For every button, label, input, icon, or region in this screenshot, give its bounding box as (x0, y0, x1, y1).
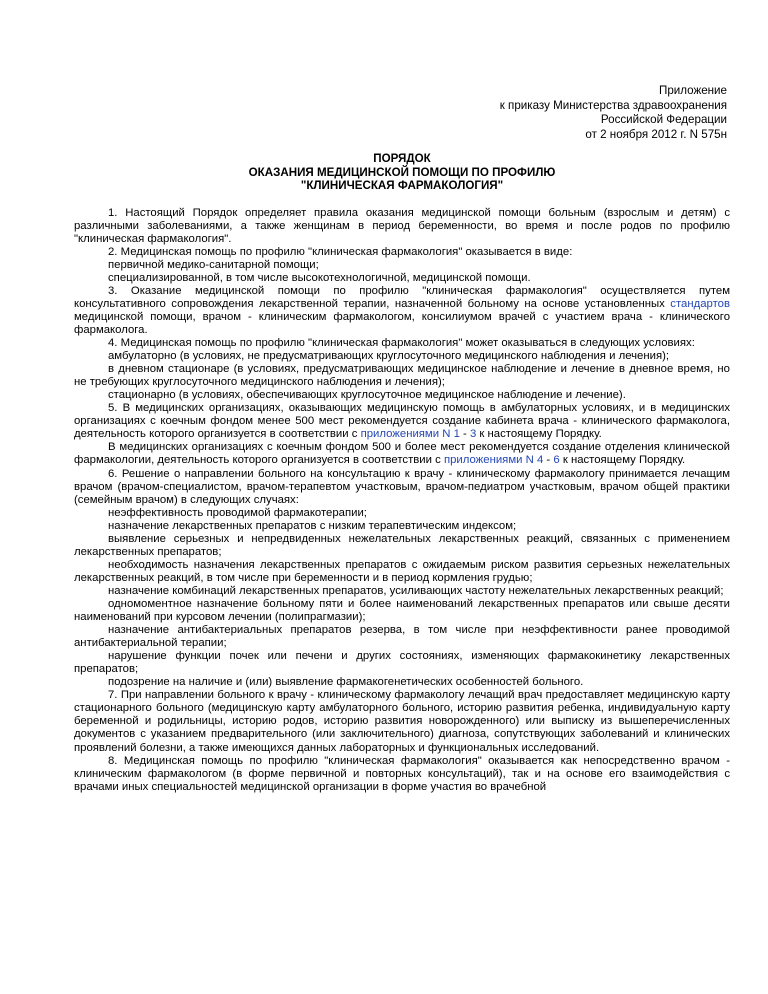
text-segment: 3. Оказание медицинской помощи по профилю "клиническая фармакология" осуществляется путем консультативного сопровождения лекарственной терапии, назначенной больному на основе установленных (74, 284, 730, 310)
appendix-3-link[interactable]: 3 (469, 428, 477, 441)
title-line-1: ПОРЯДОК (373, 152, 431, 166)
title-line-3: "КЛИНИЧЕСКАЯ ФАРМАКОЛОГИЯ" (300, 179, 504, 193)
paragraph: 6. Решение о направлении больного на консультацию к врачу - клиническому фармакологу принимается лечащим врачом (врачом-специалистом, врачом-терапевтом участковым, врачом-педиатром участковым, врачом общей практики (семейным врачом) в следующих случаях: (74, 467, 730, 506)
standards-link[interactable]: стандартов (670, 297, 730, 310)
list-item: амбулаторно (в условиях, не предусматривающих круглосуточного медицинского наблюдения и лечения); (108, 350, 670, 363)
header-line-1: Приложение (658, 84, 727, 97)
paragraph (74, 402, 730, 441)
list-item: специализированной, в том числе высокотехнологичной, медицинской помощи. (108, 271, 531, 284)
list-item: одномоментное назначение больному пяти и более наименований лекарственных препаратов или свыше десяти наименований при курсовом лечении (полипрагмазии); (74, 598, 730, 624)
appendix-6-link[interactable]: 6 (553, 454, 560, 467)
paragraph: 2. Медицинская помощь по профилю "клиническая фармакология" оказывается в виде: (108, 245, 573, 258)
appendix-header (74, 84, 730, 142)
text-segment: 5. В медицинских организациях, оказывающих медицинскую помощь в амбулаторных условиях, и в медицинских организациях с коечным фондом менее 500 мест рекомендуется создание кабинета врача - клинического фармаколога, деятельность которого организуется в соответствии с (74, 402, 730, 441)
header-line-2: к приказу Министерства здравоохранения (499, 98, 727, 112)
list-item: назначение антибактериальных препаратов резерва, в том числе при неэффективности ранее проводимой антибактериальной терапии; (74, 624, 730, 650)
document-body (74, 207, 730, 794)
title-line-2: ОКАЗАНИЯ МЕДИЦИНСКОЙ ПОМОЩИ ПО ПРОФИЛЮ (248, 165, 556, 179)
list-item: выявление серьезных и непредвиденных нежелательных лекарственных реакций, связанных с применением лекарственных препаратов; (74, 532, 730, 558)
list-item: первичной медико-санитарной помощи; (108, 258, 319, 271)
paragraph: 8. Медицинская помощь по профилю "клиническая фармакология" оказывается как непосредственно врачом - клиническим фармакологом (в форме первичной и повторных консультаций), так и на основе его взаимодействия с врачами иных специальностей медицинской организации в форме участия во врачебной (74, 754, 730, 793)
text-segment: медицинской помощи, врачом - клиническим фармакологом, консилиумом врачей с участием врача - клинического фармаколога. (74, 310, 730, 337)
text-segment: - (543, 454, 554, 467)
header-line-3: Российской Федерации (600, 113, 727, 127)
list-item: стационарно (в условиях, обеспечивающих круглосуточное медицинское наблюдение и лечение). (108, 389, 626, 402)
list-item: нарушение функции почек или печени и других состояниях, изменяющих фармакокинетику лекарственных препаратов; (74, 650, 730, 676)
list-item: назначение комбинаций лекарственных препаратов, усиливающих частоту нежелательных лекарственных реакций; (108, 584, 724, 597)
appendix-4-link[interactable]: приложениями N 4 (443, 454, 544, 467)
paragraph (74, 285, 730, 337)
text-segment: - (459, 428, 470, 441)
paragraph: 1. Настоящий Порядок определяет правила оказания медицинской помощи больным (взрослым и детям) с различными заболеваниями, а также женщинам в период беременности, во время и после родов по профилю "клиническая фармакология". (74, 206, 730, 245)
list-item: назначение лекарственных препаратов с низким терапевтическим индексом; (108, 519, 517, 532)
appendix-1-link[interactable]: приложениями N 1 (360, 428, 460, 441)
paragraph: 4. Медицинская помощь по профилю "клиническая фармакология" может оказываться в следующих условиях: (108, 337, 695, 350)
list-item: неэффективность проводимой фармакотерапии; (108, 506, 367, 519)
list-item: подозрение на наличие и (или) выявление фармакогенетических особенностей больного. (108, 676, 584, 689)
list-item: в дневном стационаре (в условиях, предусматривающих медицинское наблюдение и лечение в дневное время, но не требующих круглосуточного медицинского наблюдения и лечения); (74, 363, 730, 389)
paragraph: 7. При направлении больного к врачу - клиническому фармакологу лечащий врач предоставляет медицинскую карту стационарного больного (медицинскую карту амбулаторного больного, историю развития ребенка, индивидуальную карту беременной и родильницы, историю родов, историю развития новорожденного) или выписку из вышеперечисленных документов с указанием предварительного (или заключительного) диагноза, сопутствующих заболеваний и клинических проявлений болезни, а также имеющихся данных лабораторных и функциональных исследований. (74, 689, 730, 754)
header-line-4: от 2 ноября 2012 г. N 575н (585, 127, 727, 141)
text-segment: В медицинских организациях с коечным фондом 500 и более мест рекомендуется создание отделения клинической фармакологии, деятельность которого организуется в соответствии с (74, 441, 730, 467)
paragraph (74, 441, 730, 467)
list-item: необходимость назначения лекарственных препаратов с ожидаемым риском развития серьезных нежелательных лекарственных реакций, в том числе при беременности и в период кормления грудью; (74, 558, 730, 584)
document-title (74, 152, 730, 192)
text-segment: к настоящему Порядку. (559, 454, 686, 467)
text-segment: к настоящему Порядку. (476, 428, 602, 441)
